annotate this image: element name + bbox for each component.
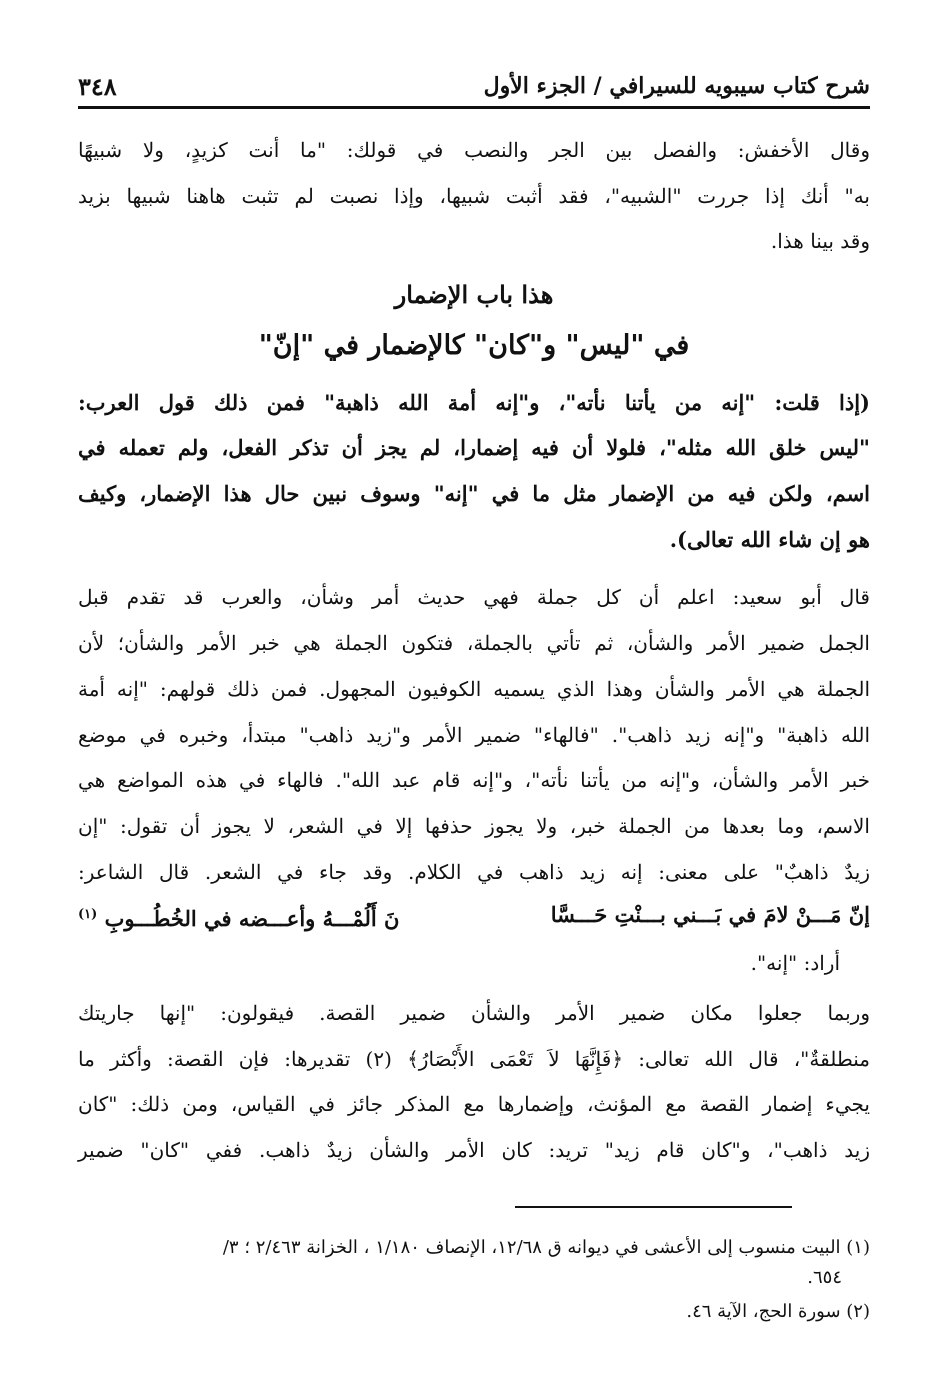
text-line: الاسم، وما بعدها من الجملة خبر، ولا يجوز حذفها إلا في الشعر، لا يجوز أن تقول: "إن [78, 814, 870, 838]
text-line: الجمل ضمير الأمر والشأن، ثم تأتي بالجملة، فتكون الجملة هي خبر الأمر والشأن؛ لأن [78, 631, 870, 655]
chapter-subtitle: في "ليس" و"كان" كالإضمار في "إنّ" [258, 330, 690, 361]
text-line: منطلقةٌ"، قال الله تعالى: ﴿فَإِنَّهَا لاَ تَعْمَى الأَبْصَارُ﴾ (٢) تقديرها: فإن القصة: وأكثر ما [78, 1047, 870, 1071]
quote-line: هو إن شاء الله تعالى). [669, 527, 870, 552]
verse-first-hemistich: إنّ مَـــنْ لامَ في بَـــني بـــنْتِ حَـــسَّا [550, 902, 870, 927]
text-line: وقال الأخفش: والفصل بين الجر والنصب في قولك: "ما أنت كزيدٍ، ولا شبيهًا [78, 138, 870, 162]
text-line: خبر الأمر والشأن، و"إنه من يأتنا نأته"، و"إنه قام عبد الله". فالهاء في هذه المواضع هي [78, 768, 870, 792]
footnote-2: (٢) سورة الحج، الآية ٤٦. [686, 1301, 870, 1322]
verse-second-hemistich [78, 892, 399, 938]
page-number: ٣٤٨ [78, 71, 117, 101]
footnote-rule [515, 1206, 792, 1208]
footnote-ref: (١) [78, 907, 98, 922]
text-line: أراد: "إنه". [750, 951, 840, 975]
header-rule [78, 106, 870, 109]
text-line: وربما جعلوا مكان ضمير الأمر والشأن ضمير القصة. فيقولون: "إنها جاريتك [78, 1001, 870, 1025]
text-line: وقد بينا هذا. [770, 229, 870, 253]
text-line: زيد ذاهب"، و"كان قام زيد" تريد: كان الأمر والشأن زيدٌ ذاهب. ففي "كان" ضمير [78, 1138, 870, 1162]
text-line: الجملة هي الأمر والشأن وهذا الذي يسميه الكوفيون المجهول. فمن ذلك قولهم: "إنه أمة [78, 677, 870, 701]
text-line: به" أنك إذا جررت "الشبيه"، فقد أثبت شبيها، وإذا نصبت لم تثبت هاهنا شبيها بزيد [78, 184, 870, 208]
chapter-title: هذا باب الإضمار [394, 280, 554, 309]
page-header [78, 66, 870, 106]
text-line: قال أبو سعيد: اعلم أن كل جملة فهي حديث أمر وشأن، والعرب قد تقدم قبل [78, 585, 870, 609]
quote-line: اسم، ولكن فيه من الإضمار مثل ما في "إنه" وسوف نبين حال هذا الإضمار، وكيف [78, 481, 870, 506]
poetry-verse [78, 892, 870, 938]
text-line: الله ذاهبة" و"إنه زيد ذاهب". "فالهاء" ضمير الأمر و"زيد ذاهب" مبتدأ، وخبره في موضع [78, 723, 870, 747]
footnote-1: (١) البيت منسوب إلى الأعشى في ديوانه ق ١٢/٦٨، الإنصاف ١/١٨٠ ، الخزانة ٢/٤٦٣ ؛ ٣/ [222, 1237, 870, 1258]
verse-second-text: نَ أَلُمْـــهُ وأعـــضه في الخُطُـــوبِ [104, 906, 400, 931]
quote-line: "ليس خلق الله مثله"، فلولا أن فيه إضمارا، لم يجز أن تذكر الفعل، ولم تعمله في [78, 435, 870, 460]
footnote-1-cont: ٦٥٤. [807, 1267, 842, 1288]
text-line: يجيء إضمار القصة مع المؤنث، وإضمارها مع المذكر جائز في القياس، ومن ذلك: "كان [78, 1092, 870, 1116]
running-title: شرح كتاب سيبويه للسيرافي / الجزء الأول [483, 73, 870, 99]
text-line: زيدٌ ذاهبٌ" على معنى: إنه زيد ذاهب في الكلام. وقد جاء في الشعر. قال الشاعر: [78, 860, 870, 884]
quote-line: (إذا قلت: "إنه من يأتنا نأته"، و"إنه أمة الله ذاهبة" فمن ذلك قول العرب: [78, 390, 870, 415]
